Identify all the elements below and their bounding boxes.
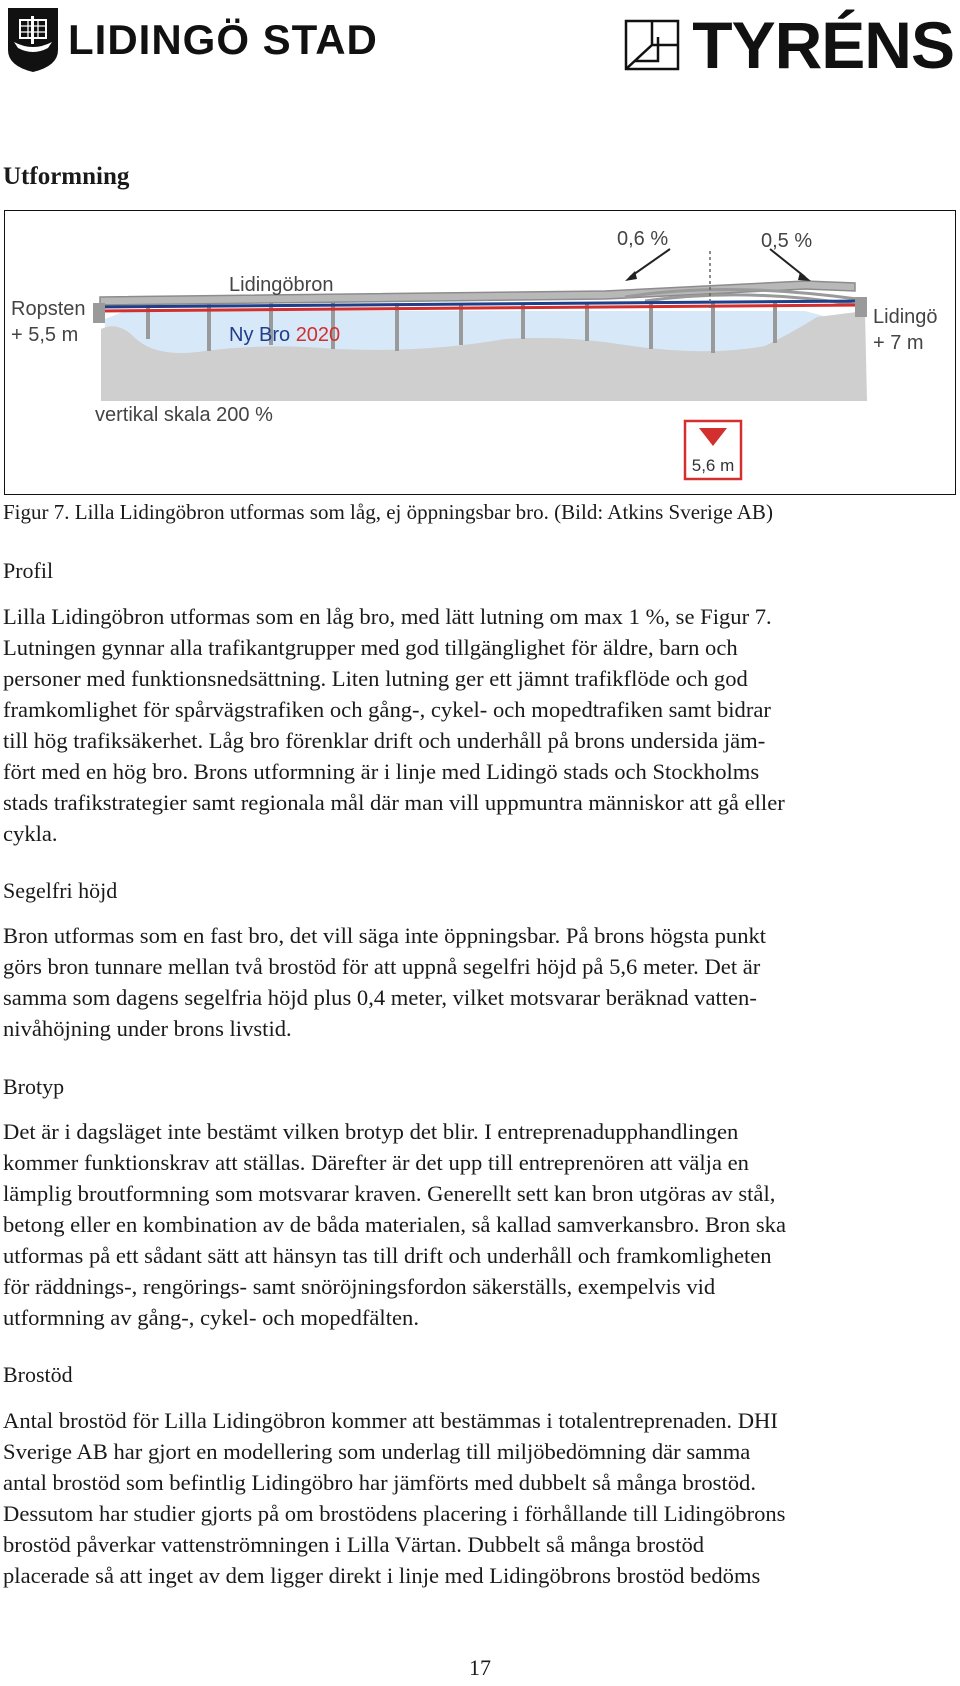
- text-line: stads trafikstrategier samt regionala mål där man vill uppmuntra människor att gå eller: [3, 790, 785, 815]
- new-bridge-label-prefix: Ny Bro: [229, 324, 296, 346]
- tyrens-logo: [624, 8, 954, 82]
- text-line: samma som dagens segelfria höjd plus 0,4 meter, vilket motsvarar beräknad vatten-: [3, 985, 757, 1010]
- text-line: Antal brostöd för Lilla Lidingöbron kommer att bestämmas i totalentreprenaden. DHI: [3, 1408, 778, 1433]
- text-line: placerade så att inget av dem ligger direkt i linje med Lidingöbrons brostöd bedöms: [3, 1563, 761, 1588]
- text-line: brostöd påverkar vattenströmningen i Lilla Värtan. Dubbelt så många brostöd: [3, 1532, 705, 1557]
- text-line: för räddnings-, rengörings- samt snöröjningsfordon säkerställs, exempelvis vid: [3, 1274, 716, 1299]
- slope-right-label: 0,5 %: [761, 230, 813, 252]
- ship-crest-icon: [6, 6, 60, 74]
- lidingo-label: Lidingö: [873, 306, 938, 328]
- heading-profil: Profil: [3, 558, 54, 583]
- clearance-badge: [685, 421, 741, 479]
- text-line: antal brostöd som befintlig Lidingöbro har jämförts med dubbelt så många brostöd.: [3, 1470, 756, 1495]
- heading-brostod: Brostöd: [3, 1362, 73, 1387]
- left-abutment: [93, 303, 105, 323]
- tyrens-cube-icon: [624, 19, 680, 71]
- text-line: Dessutom har studier gjorts på om brostödens placering i förhållande till Lidingöbrons: [3, 1501, 786, 1526]
- text-line: lämplig broutformning som motsvarar kraven. Generellt sett kan bron utgöras av stål,: [3, 1181, 776, 1206]
- lidingo-stad-logo: [6, 4, 378, 76]
- text-line: cykla.: [3, 821, 58, 846]
- ropsten-height-label: + 5,5 m: [11, 324, 79, 346]
- paragraph-brostod: [3, 1405, 953, 1591]
- text-line: Lilla Lidingöbron utformas som en låg bro, med lätt lutning om max 1 %, se Figur 7.: [3, 604, 772, 629]
- paragraph-profil: [3, 601, 953, 849]
- heading-brotyp: Brotyp: [3, 1074, 65, 1099]
- bridge-profile-figure: [4, 210, 956, 495]
- slope-left-label: 0,6 %: [617, 228, 669, 250]
- ropsten-label: Ropsten: [11, 298, 86, 320]
- paragraph-brotyp: [3, 1116, 953, 1333]
- vertical-scale-label: vertikal skala 200 %: [95, 404, 273, 426]
- text-line: Sverige AB har gjort en modellering som underlag till miljöbedömning där samma: [3, 1439, 751, 1464]
- new-bridge-label-year: 2020: [295, 324, 341, 346]
- text-line: Lutningen gynnar alla trafikantgrupper med god tillgänglighet för äldre, barn och: [3, 635, 738, 660]
- slope-left-arrow: [630, 249, 670, 277]
- text-line: betong eller en kombination av de båda materialen, så kallad samverkansbro. Bron ska: [3, 1212, 786, 1237]
- page-number: 17: [469, 1655, 491, 1680]
- clearance-label: 5,6 m: [691, 456, 735, 475]
- section-title: Utformning: [3, 163, 130, 190]
- text-line: utformas på ett sådant sätt att hänsyn tas till drift och underhåll och framkomligheten: [3, 1243, 772, 1268]
- right-logo-text: TYRÉNS: [692, 8, 954, 82]
- text-line: fört med en hög bro. Brons utformning är i linje med Lidingö stads och Stockholms: [3, 759, 760, 784]
- heading-segelfri-hojd: Segelfri höjd: [3, 878, 118, 903]
- text-line: personer med funktionsnedsättning. Liten lutning ger ett jämnt trafikflöde och god: [3, 666, 748, 691]
- slope-right-arrow: [770, 249, 805, 277]
- text-line: utformning av gång-, cykel- och mopedfälten.: [3, 1305, 419, 1330]
- figure-caption: Figur 7. Lilla Lidingöbron utformas som låg, ej öppningsbar bro. (Bild: Atkins Sverige AB): [3, 500, 773, 524]
- text-line: till hög trafiksäkerhet. Låg bro förenklar drift och underhåll på brons undersida jäm-: [3, 728, 766, 753]
- text-line: kommer funktionskrav att ställas. Därefter är det upp till entreprenören att välja en: [3, 1150, 749, 1175]
- new-bridge-label: [229, 324, 340, 346]
- text-line: nivåhöjning under brons livstid.: [3, 1016, 292, 1041]
- text-line: görs bron tunnare mellan två brostöd för att uppnå segelfri höjd på 5,6 meter. Det är: [3, 954, 761, 979]
- bridge-profile-diagram: [5, 211, 954, 493]
- old-bridge-label: Lidingöbron: [229, 274, 334, 296]
- text-line: framkomlighet för spårvägstrafiken och gång-, cykel- och mopedtrafiken samt bidrar: [3, 697, 771, 722]
- text-line: Bron utformas som en fast bro, det vill säga inte öppningsbar. På brons högsta punkt: [3, 923, 767, 948]
- paragraph-segelfri-hojd: [3, 920, 953, 1044]
- right-abutment: [855, 297, 867, 317]
- left-logo-text: LIDINGÖ STAD: [68, 16, 378, 63]
- text-line: Det är i dagsläget inte bestämt vilken brotyp det blir. I entreprenadupphandlingen: [3, 1119, 739, 1144]
- lidingo-height-label: + 7 m: [873, 332, 924, 354]
